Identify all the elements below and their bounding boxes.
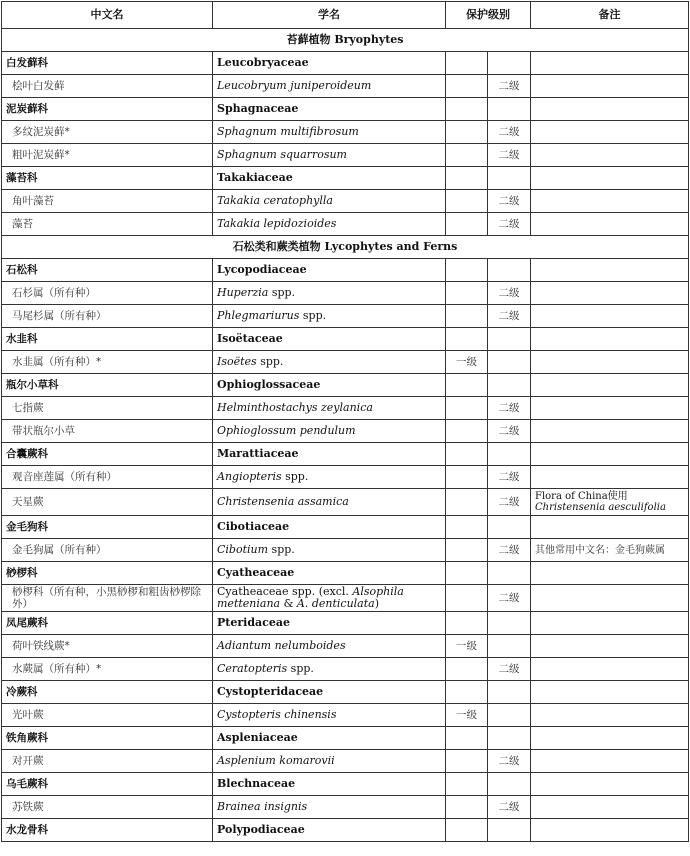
family-chinese-name: 桫椤科 xyxy=(2,562,213,585)
protection-level-second xyxy=(488,516,531,539)
family-chinese-name: 石松科 xyxy=(2,259,213,282)
protection-level-first: 一级 xyxy=(446,704,488,727)
family-scientific-name: Leucobryaceae xyxy=(213,52,446,75)
species-chinese-name: 对开蕨 xyxy=(2,750,213,773)
family-scientific-name: Pteridaceae xyxy=(213,612,446,635)
header-notes: 备注 xyxy=(531,2,689,29)
note-cell xyxy=(531,75,689,98)
note-cell xyxy=(531,167,689,190)
note-cell xyxy=(531,773,689,796)
protection-level-first xyxy=(446,397,488,420)
species-chinese-name: 角叶藻苔 xyxy=(2,190,213,213)
species-scientific-name xyxy=(213,144,446,167)
protection-level-first xyxy=(446,121,488,144)
species-row xyxy=(2,351,689,374)
species-row xyxy=(2,190,689,213)
protection-level-first xyxy=(446,773,488,796)
family-chinese-name: 水韭科 xyxy=(2,328,213,351)
note-cell xyxy=(531,562,689,585)
protection-level-second xyxy=(488,681,531,704)
scientific-name-italic: Phlegmariurus xyxy=(217,309,300,322)
protection-level-first xyxy=(446,374,488,397)
note-cell xyxy=(531,190,689,213)
note-cell xyxy=(531,121,689,144)
protection-level-second xyxy=(488,167,531,190)
family-chinese-name: 水龙骨科 xyxy=(2,819,213,842)
note-cell xyxy=(531,443,689,466)
note-cell xyxy=(531,681,689,704)
scientific-name-italic: Cibotium xyxy=(217,543,269,556)
protection-level-second xyxy=(488,635,531,658)
scientific-name-italic: Christensenia assamica xyxy=(217,495,349,508)
family-scientific-name: Lycopodiaceae xyxy=(213,259,446,282)
species-chinese-name: 观音座莲属（所有种） xyxy=(2,466,213,489)
scientific-name-italic: Alsophila metteniana xyxy=(217,585,404,610)
note-cell xyxy=(531,612,689,635)
species-scientific-name xyxy=(213,75,446,98)
protection-level-first xyxy=(446,305,488,328)
species-scientific-name: Cibotium spp. xyxy=(213,539,446,562)
note-cell xyxy=(531,259,689,282)
family-chinese-name: 合囊蕨科 xyxy=(2,443,213,466)
protection-level-second xyxy=(488,773,531,796)
species-chinese-name: 水蕨属（所有种）* xyxy=(2,658,213,681)
protection-level-second xyxy=(488,443,531,466)
family-row xyxy=(2,167,689,190)
species-scientific-name xyxy=(213,190,446,213)
species-scientific-name: Cyatheaceae spp. (excl. Alsophila metteniana & A. denticulata) xyxy=(213,585,446,612)
note-cell xyxy=(531,305,689,328)
note-cell xyxy=(531,374,689,397)
family-scientific-name: Aspleniaceae xyxy=(213,727,446,750)
species-chinese-name: 水韭属（所有种）* xyxy=(2,351,213,374)
protection-level-second xyxy=(488,259,531,282)
family-row xyxy=(2,819,689,842)
species-chinese-name: 马尾杉属（所有种） xyxy=(2,305,213,328)
species-scientific-name xyxy=(213,750,446,773)
scientific-name-italic: Takakia lepidozioides xyxy=(217,217,337,230)
species-row xyxy=(2,539,689,562)
protection-level-first xyxy=(446,144,488,167)
protection-level-second: 二级 xyxy=(488,796,531,819)
protection-level-second xyxy=(488,374,531,397)
protection-level-second: 二级 xyxy=(488,282,531,305)
protection-level-second xyxy=(488,704,531,727)
family-row xyxy=(2,52,689,75)
family-scientific-name: Ophioglossaceae xyxy=(213,374,446,397)
protection-level-first xyxy=(446,612,488,635)
protection-level-second xyxy=(488,328,531,351)
family-scientific-name: Polypodiaceae xyxy=(213,819,446,842)
protection-level-second: 二级 xyxy=(488,539,531,562)
species-chinese-name: 带状瓶尔小草 xyxy=(2,420,213,443)
protection-level-second: 二级 xyxy=(488,144,531,167)
note-cell xyxy=(531,328,689,351)
family-chinese-name: 铁角蕨科 xyxy=(2,727,213,750)
species-row xyxy=(2,305,689,328)
header-chinese-name: 中文名 xyxy=(2,2,213,29)
protection-level-second: 二级 xyxy=(488,190,531,213)
species-row xyxy=(2,585,689,612)
species-chinese-name: 天星蕨 xyxy=(2,489,213,516)
species-row xyxy=(2,213,689,236)
family-scientific-name: Cibotiaceae xyxy=(213,516,446,539)
family-scientific-name: Sphagnaceae xyxy=(213,98,446,121)
species-scientific-name: Huperzia spp. xyxy=(213,282,446,305)
scientific-name-italic: Ophioglossum pendulum xyxy=(217,424,356,437)
section-row xyxy=(2,236,689,259)
species-scientific-name xyxy=(213,121,446,144)
species-chinese-name: 粗叶泥炭藓* xyxy=(2,144,213,167)
protection-level-second xyxy=(488,351,531,374)
protection-level-first xyxy=(446,190,488,213)
protection-level-first xyxy=(446,52,488,75)
note-cell xyxy=(531,635,689,658)
protection-level-first xyxy=(446,796,488,819)
species-chinese-name: 荷叶铁线蕨* xyxy=(2,635,213,658)
protection-level-first xyxy=(446,727,488,750)
note-cell xyxy=(531,282,689,305)
protection-level-first xyxy=(446,213,488,236)
protection-level-second: 二级 xyxy=(488,750,531,773)
family-row xyxy=(2,516,689,539)
family-row xyxy=(2,562,689,585)
species-chinese-name: 金毛狗属（所有种） xyxy=(2,539,213,562)
family-scientific-name: Cyatheaceae xyxy=(213,562,446,585)
note-cell xyxy=(531,796,689,819)
species-row xyxy=(2,489,689,516)
species-row xyxy=(2,750,689,773)
note-cell xyxy=(531,466,689,489)
family-row xyxy=(2,727,689,750)
table-body xyxy=(2,29,689,842)
protection-level-second xyxy=(488,612,531,635)
protection-level-first xyxy=(446,516,488,539)
scientific-name-italic: Helminthostachys zeylanica xyxy=(217,401,373,414)
note-cell xyxy=(531,704,689,727)
section-row xyxy=(2,29,689,52)
note-cell xyxy=(531,213,689,236)
protection-level-second xyxy=(488,98,531,121)
species-chinese-name: 桧叶白发藓 xyxy=(2,75,213,98)
species-row xyxy=(2,397,689,420)
protection-level-second xyxy=(488,727,531,750)
family-row xyxy=(2,374,689,397)
species-row xyxy=(2,144,689,167)
protection-level-first: 一级 xyxy=(446,351,488,374)
note-cell xyxy=(531,516,689,539)
protection-level-first xyxy=(446,681,488,704)
note-cell xyxy=(531,585,689,612)
family-row xyxy=(2,773,689,796)
scientific-name-italic: Asplenium komarovii xyxy=(217,754,335,767)
note-cell: Flora of China使用Christensenia aesculifolia xyxy=(531,489,689,516)
note-cell xyxy=(531,750,689,773)
species-scientific-name xyxy=(213,489,446,516)
protection-level-second xyxy=(488,819,531,842)
family-chinese-name: 白发藓科 xyxy=(2,52,213,75)
scientific-name-italic: Isoëtes xyxy=(217,355,257,368)
protection-level-first xyxy=(446,328,488,351)
scientific-name-italic: Takakia ceratophylla xyxy=(217,194,333,207)
note-cell xyxy=(531,420,689,443)
protection-level-second xyxy=(488,52,531,75)
family-chinese-name: 瓶尔小草科 xyxy=(2,374,213,397)
protection-level-second: 二级 xyxy=(488,585,531,612)
family-row xyxy=(2,98,689,121)
scientific-name-italic: Ceratopteris xyxy=(217,662,288,675)
protection-level-second: 二级 xyxy=(488,213,531,236)
species-row xyxy=(2,466,689,489)
family-row xyxy=(2,443,689,466)
family-chinese-name: 金毛狗科 xyxy=(2,516,213,539)
species-scientific-name: Angiopteris spp. xyxy=(213,466,446,489)
species-row xyxy=(2,420,689,443)
scientific-name-italic: Sphagnum multifibrosum xyxy=(217,125,359,138)
protection-level-first xyxy=(446,443,488,466)
species-chinese-name: 藻苔 xyxy=(2,213,213,236)
note-cell: 其他常用中文名：金毛狗蕨属 xyxy=(531,539,689,562)
species-scientific-name xyxy=(213,704,446,727)
species-chinese-name: 苏铁蕨 xyxy=(2,796,213,819)
protection-level-first xyxy=(446,167,488,190)
note-cell xyxy=(531,658,689,681)
species-chinese-name: 桫椤科（所有种，小黑桫椤和粗齿桫椤除外） xyxy=(2,585,213,612)
note-cell xyxy=(531,98,689,121)
note-italic: Christensenia aesculifolia xyxy=(535,502,666,513)
family-row xyxy=(2,612,689,635)
species-row xyxy=(2,796,689,819)
protection-level-second: 二级 xyxy=(488,466,531,489)
scientific-name-italic: Leucobryum juniperoideum xyxy=(217,79,372,92)
note-cell xyxy=(531,397,689,420)
family-row xyxy=(2,681,689,704)
family-chinese-name: 冷蕨科 xyxy=(2,681,213,704)
species-chinese-name: 七指蕨 xyxy=(2,397,213,420)
protection-level-first xyxy=(446,98,488,121)
section-title: 苔藓植物 Bryophytes xyxy=(2,29,689,52)
scientific-name-italic: Sphagnum squarrosum xyxy=(217,148,347,161)
family-chinese-name: 藻苔科 xyxy=(2,167,213,190)
species-scientific-name: Isoëtes spp. xyxy=(213,351,446,374)
species-row xyxy=(2,75,689,98)
species-scientific-name xyxy=(213,796,446,819)
protection-level-first xyxy=(446,420,488,443)
species-row xyxy=(2,704,689,727)
family-scientific-name: Isoëtaceae xyxy=(213,328,446,351)
protection-level-second: 二级 xyxy=(488,489,531,516)
species-row xyxy=(2,121,689,144)
family-scientific-name: Takakiaceae xyxy=(213,167,446,190)
family-row xyxy=(2,328,689,351)
note-cell xyxy=(531,52,689,75)
family-row xyxy=(2,259,689,282)
scientific-name-italic: Cystopteris chinensis xyxy=(217,708,337,721)
section-title: 石松类和蕨类植物 Lycophytes and Ferns xyxy=(2,236,689,259)
species-scientific-name: Ceratopteris spp. xyxy=(213,658,446,681)
protection-level-second: 二级 xyxy=(488,420,531,443)
protection-level-second: 二级 xyxy=(488,75,531,98)
species-chinese-name: 多纹泥炭藓* xyxy=(2,121,213,144)
protection-level-first xyxy=(446,658,488,681)
species-chinese-name: 石杉属（所有种） xyxy=(2,282,213,305)
protection-level-first xyxy=(446,282,488,305)
family-scientific-name: Blechnaceae xyxy=(213,773,446,796)
header-protection-level: 保护级别 xyxy=(446,2,531,29)
family-scientific-name: Marattiaceae xyxy=(213,443,446,466)
family-scientific-name: Cystopteridaceae xyxy=(213,681,446,704)
species-scientific-name xyxy=(213,213,446,236)
species-scientific-name xyxy=(213,397,446,420)
protection-level-first xyxy=(446,259,488,282)
table-header-row xyxy=(2,2,689,29)
species-chinese-name: 光叶蕨 xyxy=(2,704,213,727)
protection-level-second xyxy=(488,562,531,585)
protection-level-first xyxy=(446,562,488,585)
protection-level-first xyxy=(446,539,488,562)
scientific-name-italic: Brainea insignis xyxy=(217,800,308,813)
protection-level-first xyxy=(446,819,488,842)
protection-level-second: 二级 xyxy=(488,397,531,420)
species-row xyxy=(2,658,689,681)
note-cell xyxy=(531,351,689,374)
species-row xyxy=(2,282,689,305)
species-scientific-name xyxy=(213,635,446,658)
family-chinese-name: 凤尾蕨科 xyxy=(2,612,213,635)
protected-plants-table xyxy=(1,1,689,842)
family-chinese-name: 乌毛蕨科 xyxy=(2,773,213,796)
note-cell xyxy=(531,144,689,167)
protection-level-first xyxy=(446,585,488,612)
protection-level-first: 一级 xyxy=(446,635,488,658)
protection-level-first xyxy=(446,489,488,516)
note-cell xyxy=(531,819,689,842)
header-scientific-name: 学名 xyxy=(213,2,446,29)
species-scientific-name xyxy=(213,420,446,443)
note-cell xyxy=(531,727,689,750)
scientific-name-italic: Adiantum nelumboides xyxy=(217,639,346,652)
species-scientific-name: Phlegmariurus spp. xyxy=(213,305,446,328)
protection-level-first xyxy=(446,75,488,98)
protection-level-second: 二级 xyxy=(488,658,531,681)
protection-level-second: 二级 xyxy=(488,121,531,144)
family-chinese-name: 泥炭藓科 xyxy=(2,98,213,121)
scientific-name-italic: A. denticulata xyxy=(296,597,375,610)
scientific-name-italic: Angiopteris xyxy=(217,470,282,483)
protection-level-first xyxy=(446,750,488,773)
scientific-name-italic: Huperzia xyxy=(217,286,269,299)
protection-level-first xyxy=(446,466,488,489)
species-row xyxy=(2,635,689,658)
protection-level-second: 二级 xyxy=(488,305,531,328)
